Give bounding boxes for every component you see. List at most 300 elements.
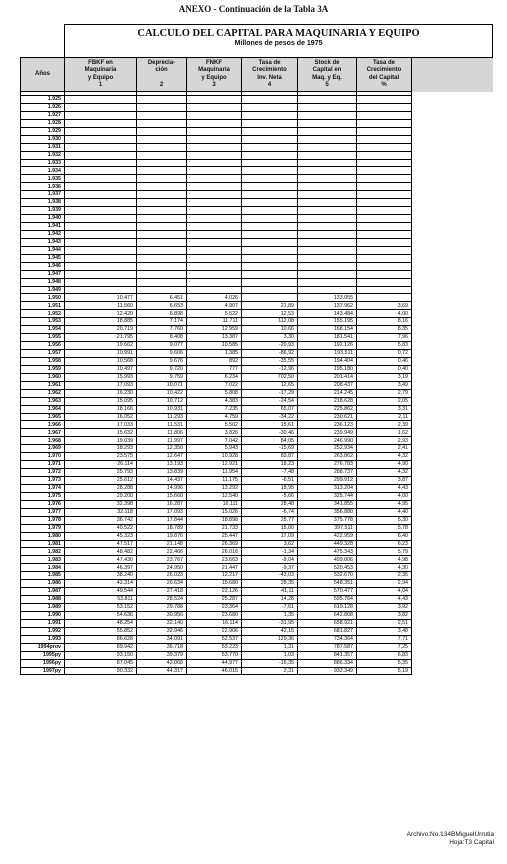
value-cell-col-3 [187,135,242,143]
header-line: 5 [325,81,329,88]
value-cell-col-2: 6.451 [137,294,187,302]
value-cell-col-4 [242,143,298,151]
value-cell-col-3: 4.026 [187,294,242,302]
value-cell-col-1 [65,175,137,183]
value-cell-col-5: 168.154 [298,326,357,334]
year-cell: 1.934 [21,167,65,175]
year-cell: 1.989 [21,604,65,612]
value-cell-col-6: 2,35 [357,572,412,580]
table-row [21,611,493,619]
value-cell-col-3: 53.223 [187,643,242,651]
value-cell-col-5: 143.484 [298,310,357,318]
value-cell-col-2: 11.531 [137,421,187,429]
row-gap [412,564,493,572]
value-cell-col-3: 22.126 [187,588,242,596]
value-cell-col-6: 5,35 [357,659,412,667]
value-cell-col-1: 93.150 [65,651,137,659]
value-cell-col-6: 7,71 [357,635,412,643]
header-col-3 [187,58,242,92]
value-cell-col-6: 6,83 [357,651,412,659]
value-cell-col-2: 10.931 [137,405,187,413]
header-col-2 [137,58,187,92]
value-cell-col-4 [242,151,298,159]
value-cell-col-5: 299.912 [298,477,357,485]
table-row [21,596,493,604]
row-gap [412,278,493,286]
year-cell: 1.992 [21,627,65,635]
header-line: Tasa de [373,60,395,67]
row-gap [412,651,493,659]
year-cell: 1.993 [21,635,65,643]
value-cell-col-3: 5.522 [187,310,242,318]
year-cell: 1.983 [21,556,65,564]
table-row [21,469,493,477]
table-row [21,96,493,104]
row-gap [412,143,493,151]
title-block [65,25,493,58]
value-cell-col-5: 595.764 [298,596,357,604]
value-cell-col-2 [137,230,187,238]
row-gap [412,183,493,191]
year-cell: 1.982 [21,548,65,556]
value-cell-col-3 [187,151,242,159]
value-cell-col-2: 23.767 [137,556,187,564]
year-cell: 1.960 [21,373,65,381]
value-cell-col-5: 252.934 [298,445,357,453]
value-cell-col-2: 28.524 [137,596,187,604]
value-cell-col-3: 5.943 [187,445,242,453]
row-gap [412,270,493,278]
table-row [21,262,493,270]
value-cell-col-2: 17.093 [137,508,187,516]
table-row [21,318,493,326]
row-gap [412,548,493,556]
value-cell-col-6: 7,96 [357,334,412,342]
value-cell-col-1 [65,127,137,135]
header-line: Maq. y Eq. [312,74,342,81]
value-cell-col-3: 12.959 [187,326,242,334]
value-cell-col-3: 44.977 [187,659,242,667]
year-cell: 1.971 [21,461,65,469]
row-gap [412,492,493,500]
value-cell-col-5: 734.364 [298,635,357,643]
year-cell: 1.956 [21,342,65,350]
table-row [21,389,493,397]
row-gap [412,199,493,207]
value-cell-col-2: 12.647 [137,453,187,461]
value-cell-col-5 [298,135,357,143]
header-line: Crecimiento [252,67,287,74]
table-row [21,651,493,659]
value-cell-col-6 [357,159,412,167]
table-row [21,342,493,350]
value-cell-col-2 [137,119,187,127]
table-row [21,437,493,445]
value-cell-col-3: 25.287 [187,596,242,604]
value-cell-col-5: 208.437 [298,381,357,389]
value-cell-col-5: 642.808 [298,611,357,619]
value-cell-col-6: 6,40 [357,532,412,540]
table-row [21,619,493,627]
value-cell-col-4: -12,96 [242,365,298,373]
value-cell-col-1: 48.254 [65,619,137,627]
table-row [21,167,493,175]
table-row [21,207,493,215]
header-years [21,58,65,92]
value-cell-col-6 [357,230,412,238]
value-cell-col-2: 14.437 [137,477,187,485]
value-cell-col-6: 5,78 [357,524,412,532]
row-gap [412,477,493,485]
value-cell-col-6 [357,286,412,294]
value-cell-col-3: 12.217 [187,572,242,580]
value-cell-col-5: 263.862 [298,453,357,461]
row-gap [412,96,493,104]
value-cell-col-1 [65,230,137,238]
row-gap [412,357,493,365]
year-cell: 1.980 [21,532,65,540]
value-cell-col-4: 3,62 [242,540,298,548]
table-row [21,135,493,143]
value-cell-col-6 [357,127,412,135]
value-cell-col-6: 8,35 [357,326,412,334]
year-cell: 1.932 [21,151,65,159]
value-cell-col-1: 10.497 [65,365,137,373]
row-gap [412,350,493,358]
table-row [21,635,493,643]
value-cell-col-1: 42.314 [65,580,137,588]
year-cell: 1.942 [21,230,65,238]
header-line: Maquinaria [198,67,230,74]
value-cell-col-2: 21.148 [137,540,187,548]
table-row [21,484,493,492]
value-cell-col-3: 26.016 [187,548,242,556]
value-cell-col-1: 47.517 [65,540,137,548]
value-cell-col-6: 0,46 [357,357,412,365]
year-cell: 1.957 [21,350,65,358]
value-cell-col-1 [65,183,137,191]
value-cell-col-1: 16.230 [65,389,137,397]
value-cell-col-6 [357,119,412,127]
value-cell-col-6: 0,40 [357,365,412,373]
value-cell-col-2: 12.350 [137,445,187,453]
table-row [21,413,493,421]
value-cell-col-5: 341.855 [298,500,357,508]
value-cell-col-3: 16.114 [187,619,242,627]
value-cell-col-1: 45.323 [65,532,137,540]
value-cell-col-2: 24.950 [137,564,187,572]
row-gap [412,532,493,540]
header-line: Crecimiento [366,67,402,74]
table-row [21,270,493,278]
value-cell-col-3 [187,254,242,262]
value-cell-col-4: 84,05 [242,437,298,445]
header-row [21,58,493,92]
value-cell-col-3 [187,215,242,223]
value-cell-col-2: 9.759 [137,373,187,381]
table-row [21,659,493,667]
value-cell-col-2: 8.408 [137,334,187,342]
value-cell-col-5: 548.351 [298,580,357,588]
value-cell-col-5: 192.126 [298,342,357,350]
value-cell-col-4: 21,89 [242,302,298,310]
value-cell-col-2: 16.287 [137,500,187,508]
value-cell-col-6: 2,51 [357,619,412,627]
value-cell-col-5: 214.245 [298,389,357,397]
row-gap [412,429,493,437]
year-cell: 1.950 [21,294,65,302]
value-cell-col-1: 55.852 [65,627,137,635]
value-cell-col-4: 10,66 [242,326,298,334]
table-row [21,310,493,318]
value-cell-col-2 [137,175,187,183]
value-cell-col-4 [242,238,298,246]
row-gap [412,437,493,445]
table-row [21,111,493,119]
value-cell-col-5: 422.959 [298,532,357,540]
row-gap [412,445,493,453]
year-cell: 1.984 [21,564,65,572]
value-cell-col-2: 6.653 [137,302,187,310]
value-cell-col-2 [137,103,187,111]
row-gap [412,508,493,516]
row-gap [412,294,493,302]
value-cell-col-1: 89.942 [65,643,137,651]
value-cell-col-2 [137,191,187,199]
value-cell-col-6: 4,90 [357,461,412,469]
value-cell-col-5: 194.404 [298,357,357,365]
value-cell-col-3 [187,119,242,127]
value-cell-col-4: 28,35 [242,580,298,588]
value-cell-col-1 [65,215,137,223]
value-cell-col-5: 218.628 [298,397,357,405]
file-info [407,831,494,847]
value-cell-col-6: 2,41 [357,445,412,453]
value-cell-col-1: 36.742 [65,516,137,524]
value-cell-col-1: 15.632 [65,429,137,437]
value-cell-col-1: 19.039 [65,437,137,445]
value-cell-col-2 [137,246,187,254]
value-cell-col-2: 30.956 [137,611,187,619]
header-line: Inv. Neta [257,74,282,81]
row-gap [412,611,493,619]
year-cell: 1.965 [21,413,65,421]
value-cell-col-3: 21.733 [187,524,242,532]
value-cell-col-2: 7.760 [137,326,187,334]
value-cell-col-5 [298,191,357,199]
value-cell-col-2: 14.996 [137,484,187,492]
table-row [21,564,493,572]
header-line: y Equipo [201,74,227,81]
value-cell-col-3 [187,127,242,135]
row-gap [412,643,493,651]
value-cell-col-6 [357,246,412,254]
year-cell: 1.936 [21,183,65,191]
table-row [21,215,493,223]
row-gap [412,246,493,254]
value-cell-col-6 [357,199,412,207]
header-line: 2 [159,81,164,88]
value-cell-col-5: 499.006 [298,556,357,564]
value-cell-col-1 [65,111,137,119]
value-cell-col-1: 18.885 [65,318,137,326]
value-cell-col-2: 10.422 [137,389,187,397]
value-cell-col-6: 3,69 [357,302,412,310]
value-cell-col-5: 375.778 [298,516,357,524]
value-cell-col-1: 15.993 [65,373,137,381]
value-cell-col-1 [65,223,137,231]
value-cell-col-3 [187,230,242,238]
row-gap [412,103,493,111]
value-cell-col-1: 47.430 [65,556,137,564]
value-cell-col-6 [357,191,412,199]
value-cell-col-4: 14,28 [242,596,298,604]
table-row [21,477,493,485]
value-cell-col-2 [137,96,187,104]
row-gap [412,604,493,612]
value-cell-col-4: 1,03 [242,651,298,659]
year-cell: 1.968 [21,437,65,445]
value-cell-col-1 [65,159,137,167]
value-cell-col-4 [242,230,298,238]
header-line: 4 [267,81,272,88]
header-line: % [381,81,387,88]
value-cell-col-1: 46.397 [65,564,137,572]
row-gap [412,215,493,223]
value-cell-col-2 [137,167,187,175]
value-cell-col-4: 25,77 [242,516,298,524]
value-cell-col-1: 32.398 [65,500,137,508]
table-row [21,103,493,111]
row-gap [412,421,493,429]
value-cell-col-4: 1,35 [242,611,298,619]
value-cell-col-1 [65,151,137,159]
value-cell-col-4: 83,87 [242,453,298,461]
value-cell-col-6: 4,43 [357,484,412,492]
value-cell-col-6: 0,72 [357,350,412,358]
value-cell-col-6 [357,238,412,246]
header-line: Tasa de [258,60,281,67]
value-cell-col-3: 13.387 [187,334,242,342]
value-cell-col-3: 25.447 [187,532,242,540]
year-cell: 1.947 [21,270,65,278]
value-cell-col-3 [187,223,242,231]
table-row [21,500,493,508]
year-cell: 1.953 [21,318,65,326]
value-cell-col-3 [187,199,242,207]
value-cell-col-1 [65,96,137,104]
year-cell: 1.931 [21,143,65,151]
value-cell-col-2 [137,286,187,294]
row-gap [412,469,493,477]
row-gap [412,500,493,508]
value-cell-col-6: 5,79 [357,548,412,556]
value-cell-col-5: 133.055 [298,294,357,302]
table-row [21,230,493,238]
value-cell-col-5 [298,207,357,215]
value-cell-col-6: 2,93 [357,437,412,445]
value-cell-col-6 [357,183,412,191]
table-row [21,357,493,365]
value-cell-col-1: 26.114 [65,461,137,469]
value-cell-col-4 [242,127,298,135]
value-cell-col-4: -30,46 [242,429,298,437]
value-cell-col-1: 25.793 [65,469,137,477]
year-cell: 1.929 [21,127,65,135]
value-cell-col-1: 10.991 [65,350,137,358]
value-cell-col-2 [137,238,187,246]
value-cell-col-2 [137,159,187,167]
value-cell-col-6 [357,223,412,231]
value-cell-col-3: 23.364 [187,604,242,612]
value-cell-col-5: 225.862 [298,405,357,413]
value-cell-col-3 [187,103,242,111]
value-cell-col-5: 841.357 [298,651,357,659]
row-gap [412,373,493,381]
table-row [21,532,493,540]
header-line: FBKF en [88,60,113,67]
value-cell-col-4 [242,175,298,183]
table-row [21,302,493,310]
value-cell-col-3: 53.770 [187,651,242,659]
value-cell-col-3: 16.111 [187,500,242,508]
value-cell-col-4 [242,167,298,175]
header-col-1 [65,58,137,92]
value-cell-col-5: 475.343 [298,548,357,556]
value-cell-col-4: -20,93 [242,342,298,350]
year-cell: 1.969 [21,445,65,453]
value-cell-col-5 [298,143,357,151]
value-cell-col-5 [298,270,357,278]
value-cell-col-2: 18.789 [137,524,187,532]
year-cell: 1.949 [21,286,65,294]
value-cell-col-5: 658.921 [298,619,357,627]
year-cell: 1.927 [21,111,65,119]
value-cell-col-6: 4,95 [357,500,412,508]
value-cell-col-2: 17.844 [137,516,187,524]
value-cell-col-6: 5,19 [357,667,412,675]
row-gap [412,223,493,231]
value-cell-col-5: 155.195 [298,318,357,326]
year-cell: 1996py [21,659,65,667]
value-cell-col-6: 4,40 [357,508,412,516]
value-cell-col-5 [298,127,357,135]
table-row [21,143,493,151]
year-cell: 1.970 [21,453,65,461]
value-cell-col-2 [137,254,187,262]
value-cell-col-3: 10.928 [187,453,242,461]
value-cell-col-2 [137,183,187,191]
table-row [21,508,493,516]
value-cell-col-3: 13.292 [187,484,242,492]
table-row [21,223,493,231]
table-row [21,429,493,437]
year-cell: 1.955 [21,334,65,342]
table-row [21,548,493,556]
row-gap [412,516,493,524]
value-cell-col-1: 17.033 [65,421,137,429]
value-cell-col-3: 21.447 [187,564,242,572]
year-cell: 1.926 [21,103,65,111]
value-cell-col-5 [298,199,357,207]
value-cell-col-4: 42,15 [242,627,298,635]
table-row [21,397,493,405]
row-gap [412,484,493,492]
value-cell-col-6: 2,05 [357,397,412,405]
value-cell-col-2: 9.720 [137,365,187,373]
year-cell: 1.973 [21,477,65,485]
value-cell-col-3 [187,270,242,278]
